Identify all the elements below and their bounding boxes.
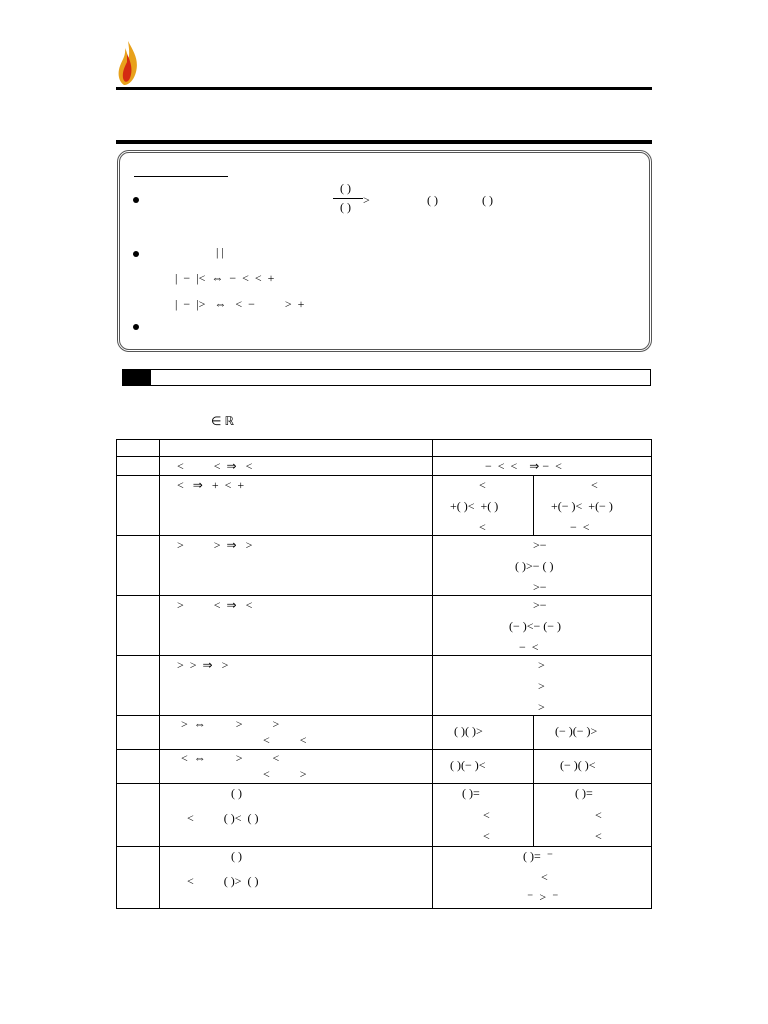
- row8-right-b-3: <: [595, 829, 602, 843]
- banner-marker: [123, 370, 151, 385]
- row1-left: < < ⇒ <: [177, 459, 253, 473]
- row8-right-a-1: ( )=: [462, 786, 480, 800]
- row2-right-a-2: +( )< +( ): [450, 499, 499, 513]
- section-banner: [122, 369, 651, 386]
- row4-right-1: >−: [533, 598, 547, 612]
- row2-right-a-3: <: [479, 520, 486, 534]
- fraction-numerator: ( ): [340, 181, 351, 195]
- bullet-3: [133, 324, 139, 330]
- flame-logo-icon: [116, 40, 140, 86]
- bullet1-paren-1: ( ): [427, 193, 438, 207]
- row7-right-a: ( )(− )<: [450, 758, 486, 772]
- row3-left: > > ⇒ >: [177, 538, 253, 552]
- row4-right-2: (− )<− (− ): [509, 619, 562, 633]
- row3-right-2: ( )>− ( ): [515, 559, 554, 573]
- row7-left-1: < ⇔ > <: [181, 751, 280, 765]
- row5-right-1: >: [538, 658, 545, 672]
- box-heading-underline: [134, 176, 228, 177]
- properties-table: [116, 439, 652, 909]
- row9-left-2: < ( )> ( ): [187, 874, 259, 888]
- bullet-1: [133, 197, 139, 203]
- row5-right-2: >: [538, 679, 545, 693]
- row6-right-b: (− )(− )>: [555, 724, 598, 738]
- row8-right-a-3: <: [483, 829, 490, 843]
- row2-right-b-3: − <: [570, 520, 590, 534]
- row8-right-b-1: ( )=: [575, 786, 593, 800]
- row6-right-a: ( )( )>: [454, 724, 483, 738]
- row5-right-3: >: [538, 700, 545, 714]
- row9-right-2: <: [541, 870, 548, 884]
- row2-right-b-1: <: [591, 478, 598, 492]
- row2-left: < ⇒ + < +: [177, 478, 245, 492]
- bullet1-paren-2: ( ): [482, 193, 493, 207]
- fraction-gt: >: [363, 193, 370, 207]
- row9-left-1: ( ): [231, 849, 242, 863]
- summary-box: [117, 150, 652, 352]
- row3-right-1: >−: [533, 538, 547, 552]
- row8-left-1: ( ): [231, 786, 242, 800]
- bullet-2: [133, 251, 139, 257]
- row2-right-b-2: +(− )< +(− ): [551, 499, 613, 513]
- row1-right: − < < ⇒ − <: [485, 459, 562, 473]
- abs-value-symbol: | |: [216, 245, 224, 259]
- row9-right-1: ( )= ⁻: [523, 849, 554, 863]
- row8-right-b-2: <: [595, 808, 602, 822]
- row8-right-a-2: <: [483, 808, 490, 822]
- row5-left: > > ⇒ >: [177, 658, 229, 672]
- row9-right-3: ⁻ > ⁻: [527, 890, 559, 904]
- real-set-symbol: ∈ ℝ: [211, 414, 234, 428]
- row4-right-3: − <: [519, 640, 539, 654]
- row2-right-a-1: <: [479, 478, 486, 492]
- header-rule: [116, 87, 652, 90]
- row3-right-3: >−: [533, 580, 547, 594]
- row6-left-1: > ⇔ > >: [181, 717, 280, 731]
- title-rule: [116, 140, 652, 144]
- row8-left-2: < ( )< ( ): [187, 811, 259, 825]
- row6-left-2: < <: [263, 733, 307, 747]
- abs-rule-1: | − |< ⇔ − < < +: [175, 271, 275, 285]
- row7-left-2: < >: [263, 767, 307, 781]
- row4-left: > < ⇒ <: [177, 598, 253, 612]
- fraction-denominator: ( ): [340, 200, 351, 214]
- abs-rule-2: | − |> ⇔ < − > +: [175, 297, 305, 311]
- row7-right-b: (− )( )<: [560, 758, 596, 772]
- fraction: [333, 181, 363, 217]
